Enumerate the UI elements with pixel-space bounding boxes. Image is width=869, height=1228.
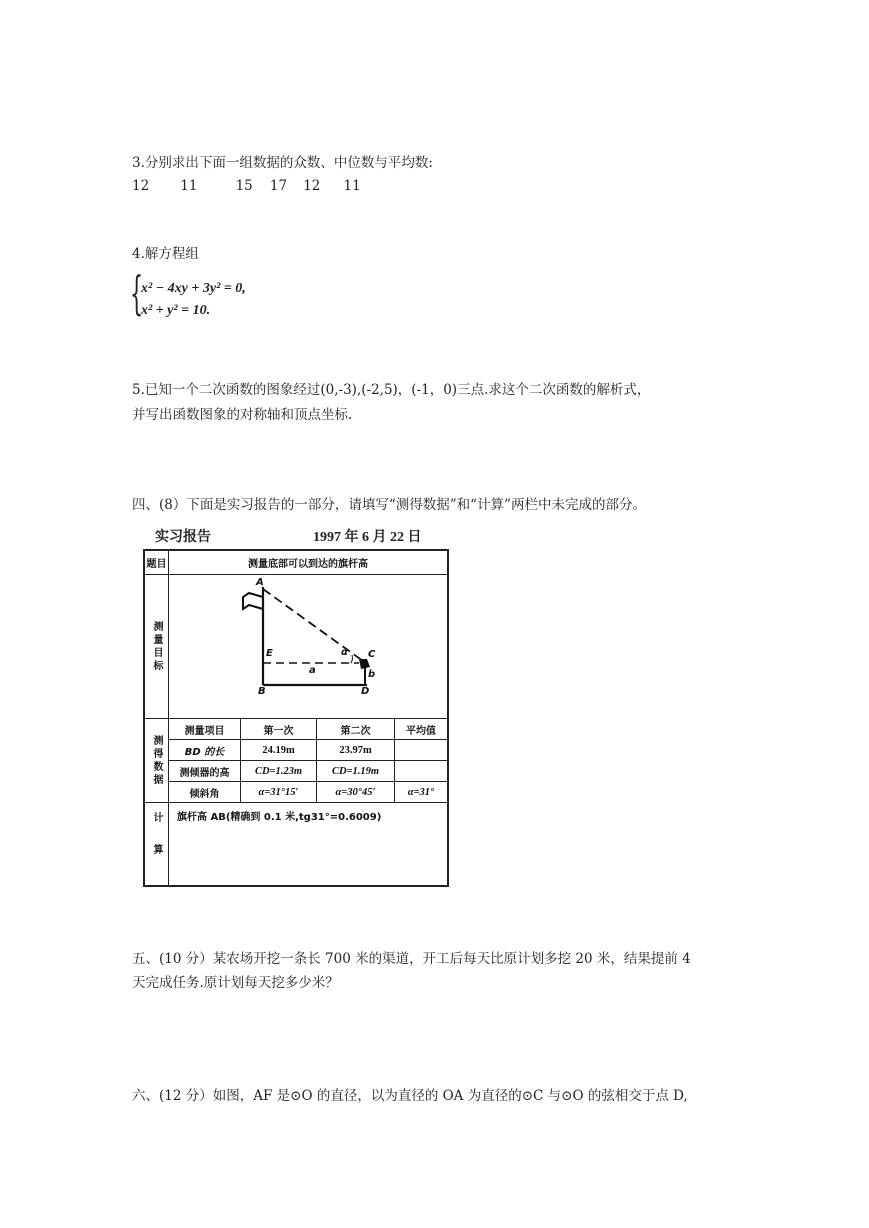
section4-text: 四、(8）下面是实习报告的一部分，请填写“测得数据”和“计算”两栏中未完成的部分。 xyxy=(132,497,646,513)
q3-number: 17 xyxy=(269,178,288,194)
topic-label: 题目 xyxy=(145,551,169,575)
row-cd-second: CD=1.19m xyxy=(317,761,395,782)
calc-text: 旗杆高 AB(精确到 0.1 米,tg31°=0.6009) xyxy=(177,811,382,823)
row-bd-second: 23.97m xyxy=(317,740,395,761)
row-bd-average xyxy=(395,740,447,761)
label-alpha: α xyxy=(341,647,348,658)
row-cd-average xyxy=(395,761,447,782)
label-E: E xyxy=(266,648,273,659)
q3-number: 11 xyxy=(343,178,361,194)
topic-text: 测量底部可以到达的旗杆高 xyxy=(169,551,447,575)
q3-number: 12 xyxy=(132,178,150,194)
row-bd-label: BD 的长 xyxy=(169,740,241,761)
diagram-cell xyxy=(169,575,447,719)
row-angle-second: α=30°45′ xyxy=(317,782,395,803)
data-label: 测得数据 xyxy=(145,719,169,803)
q3-text: 3.分别求出下面一组数据的众数、中位数与平均数: xyxy=(132,155,433,171)
q4-text: 4.解方程组 xyxy=(132,246,199,262)
label-D: D xyxy=(361,686,370,697)
label-B: B xyxy=(258,686,266,697)
q3-number: 15 xyxy=(235,178,253,194)
q3-number: 12 xyxy=(303,178,321,194)
brace-icon: { xyxy=(130,266,144,320)
q5-line1: 5.已知一个二次函数的图象经过(0,-3),(-2,5)，(-1，0)三点.求这个二次函数的解析式， xyxy=(132,382,651,398)
section5-line2: 天完成任务.原计划每天挖多少米？ xyxy=(132,975,339,991)
section6-line1: 六、(12 分）如图，AF 是⊙O 的直径，以为直径的 OA 为直径的⊙C 与⊙O 的弦相交于点 D, xyxy=(132,1088,688,1104)
label-b: b xyxy=(368,669,376,680)
report-table xyxy=(143,549,449,887)
q3-numbers xyxy=(132,177,361,195)
calc-label: 计算 xyxy=(145,803,169,885)
header-item: 测量项目 xyxy=(169,719,241,740)
label-a: a xyxy=(309,665,316,676)
practice-report xyxy=(143,523,449,889)
q3-number: 11 xyxy=(180,178,198,194)
report-date: 1997 年 6 月 22 日 xyxy=(313,530,422,545)
row-bd-first: 24.19m xyxy=(241,740,317,761)
flagpole-diagram xyxy=(169,575,447,719)
header-first: 第一次 xyxy=(241,719,317,740)
target-label: 测量目标 xyxy=(145,575,169,719)
label-C: C xyxy=(368,649,376,660)
row-angle-average: α=31° xyxy=(395,782,447,803)
section5-line1: 五、(10 分）某农场开挖一条长 700 米的渠道，开工后每天比原计划多挖 20 米，结果提前 4 xyxy=(132,951,691,967)
label-A: A xyxy=(256,577,264,588)
header-second: 第二次 xyxy=(317,719,395,740)
row-angle-first: α=31°15′ xyxy=(241,782,317,803)
row-cd-label: 测倾器的高 xyxy=(169,761,241,782)
row-angle-label: 倾斜角 xyxy=(169,782,241,803)
equation-1: x² − 4xy + 3y² = 0, xyxy=(141,281,246,296)
equation-2: x² + y² = 10. xyxy=(141,303,211,318)
q5-line2: 并写出函数图象的对称轴和顶点坐标. xyxy=(132,407,353,423)
report-title: 实习报告 xyxy=(155,530,211,545)
header-average: 平均值 xyxy=(395,719,447,740)
row-cd-first: CD=1.23m xyxy=(241,761,317,782)
